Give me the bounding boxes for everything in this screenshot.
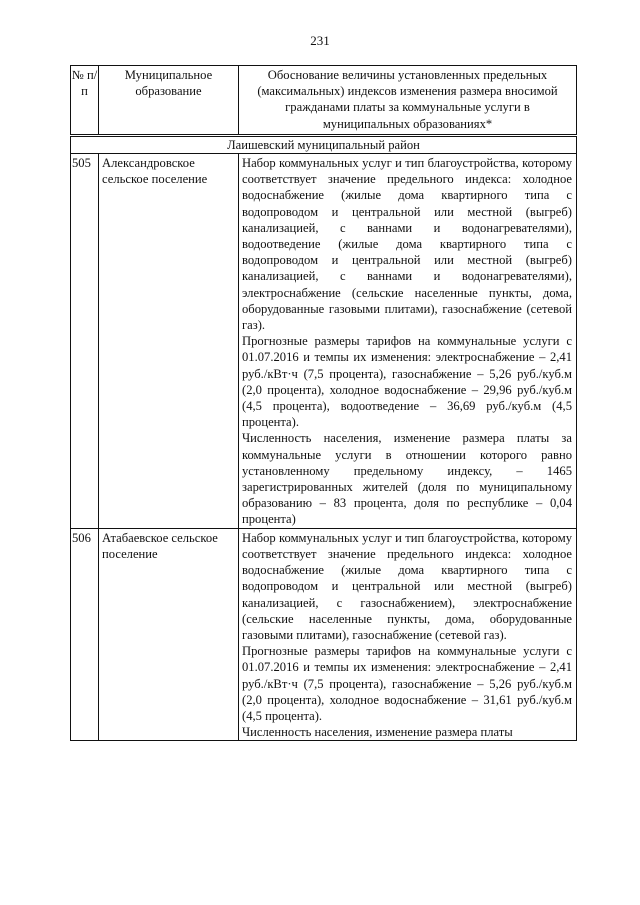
row-justification [239,528,577,741]
table-row [71,528,577,741]
justification-paragraph: Прогнозные размеры тарифов на коммунальные услуги с 01.07.2016 и темпы их изменения: электроснабжение – 2,41 руб./кВт·ч (7,5 процента), газоснабжение – 5,26 руб./куб.м (2,0 процента), холодное водоснабжение – 31,61 руб./куб.м (4,5 процента). [242,644,572,723]
district-row [71,135,577,153]
table-header-row [71,66,577,136]
justification-paragraph: Набор коммунальных услуг и тип благоустройства, которому соответствует значение предельного индекса: холодное водоснабжение (жилые дома квартирного типа с водопроводом и центральной или местной (выгреб) канализацией, с газоснабжением), электроснабжение (сельские населенные пункты, дома, оборудованные газовыми плитами), газоснабжение (сетевой газ). [242,530,572,642]
row-number: 506 [71,528,99,741]
justification-paragraph: Численность населения, изменение размера платы [242,725,513,740]
row-municipality: Атабаевское сельское поселение [99,528,239,741]
row-number: 505 [71,154,99,529]
page-number: 231 [310,33,330,48]
table-row [71,154,577,529]
tariff-index-table [70,65,577,741]
header-number: № п/п [71,66,99,136]
justification-paragraph: Набор коммунальных услуг и тип благоустройства, которому соответствует значение предельного индекса: холодное водоснабжение (жилые дома квартирного типа с водопроводом и центральной или местной (выгреб) канализацией, с ваннами и водонагревателями), водоотведение (жилые дома квартирного типа с водопроводом и центральной или местной (выгреб) канализацией, с ваннами и водонагревателями), электроснабжение (сельские населенные пункты, дома, оборудованные газовыми плитами), газоснабжение (сетевой газ). [242,156,572,333]
header-justification: Обоснование величины установленных предельных (максимальных) индексов изменения размера вносимой гражданами платы за коммунальные услуги в муниципальных образованиях* [239,66,577,136]
justification-paragraph: Численность населения, изменение размера платы за коммунальные услуги в отношении которого равно установленному предельному индексу, – 1465 зарегистрированных жителей (доля по муниципальному образованию – 83 процента, доля по республике – 0,04 процента) [242,431,572,527]
row-municipality: Александровское сельское поселение [99,154,239,529]
justification-paragraph: Прогнозные размеры тарифов на коммунальные услуги с 01.07.2016 и темпы их изменения: электроснабжение – 2,41 руб./кВт·ч (7,5 процента), газоснабжение – 5,26 руб./куб.м (2,0 процента), холодное водоснабжение – 29,96 руб./куб.м (4,5 процента), водоотведение – 36,69 руб./куб.м (4,5 процента). [242,334,572,430]
district-name: Лаишевский муниципальный район [71,135,577,153]
row-justification [239,154,577,529]
header-municipality: Муниципальное образование [99,66,239,136]
